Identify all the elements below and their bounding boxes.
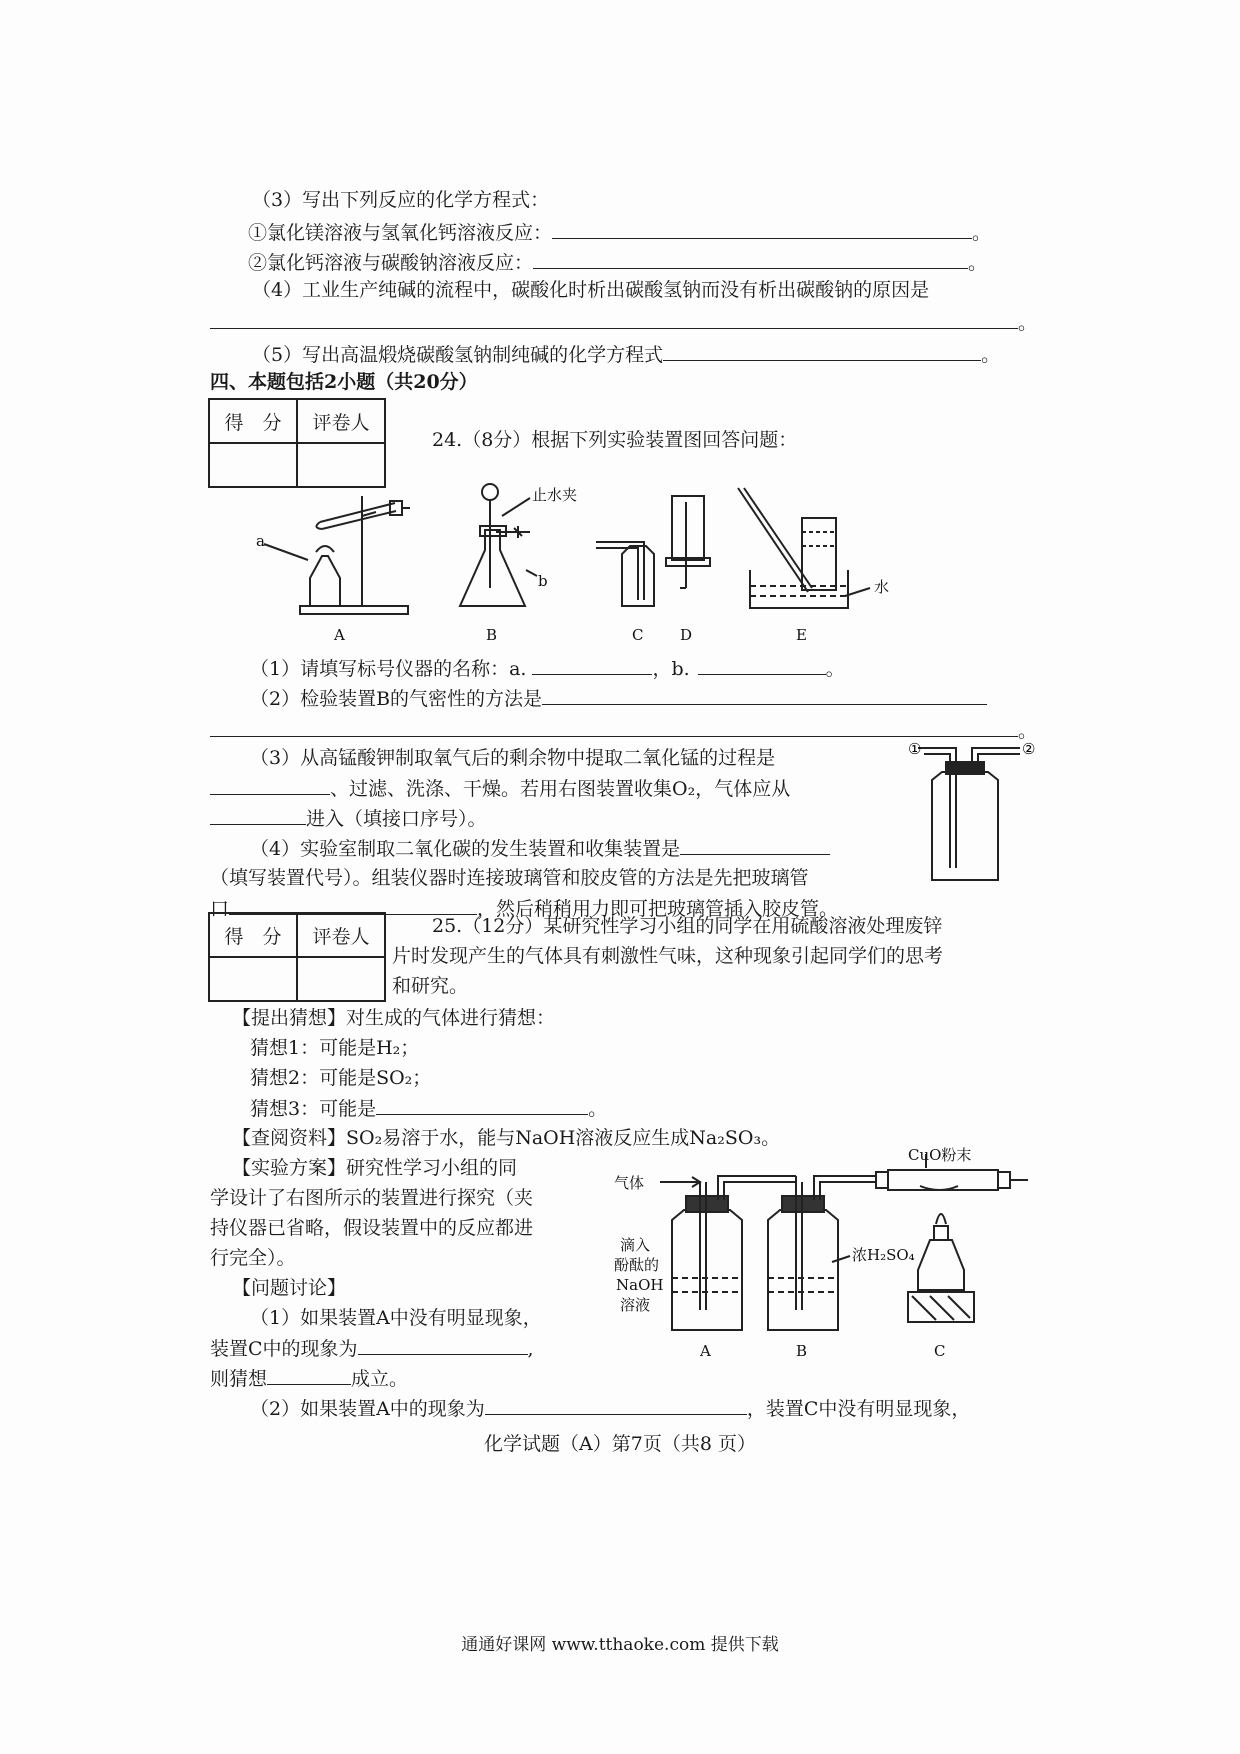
q23-part3b-text: ②氯化钙溶液与碳酸钠溶液反应： (248, 252, 534, 274)
label-C: C (934, 1342, 946, 1360)
label-B: B (486, 626, 498, 644)
q24-part1: （1）请填写标号仪器的名称：a. ，b. 。 (250, 658, 845, 680)
label-drop-3: NaOH (616, 1276, 664, 1294)
q23-part3: （3）写出下列反应的化学方程式： (252, 189, 550, 211)
q25-guess-2: 猜想2：可能是SO₂； (250, 1067, 432, 1089)
q24-title: 24.（8分）根据下列实验装置图回答问题： (432, 429, 798, 451)
label-drop-4: 溶液 (620, 1296, 651, 1314)
label-water: 水 (874, 578, 890, 596)
q23-part5: （5）写出高温煅烧碳酸氢钠制纯碱的化学方程式 。 (252, 344, 1001, 366)
q24-part2: （2）检验装置B的气密性的方法是 (250, 686, 987, 711)
answer-blank[interactable] (533, 250, 968, 269)
label-drop-2: 酚酞的 (614, 1256, 660, 1274)
answer-blank[interactable] (376, 1096, 588, 1115)
answer-blank[interactable] (552, 220, 972, 239)
answer-blank[interactable] (358, 1336, 528, 1355)
score-table (208, 398, 386, 488)
answer-blank[interactable] (210, 806, 306, 825)
q25-guess-3: 猜想3：可能是 。 (250, 1098, 608, 1120)
q24-part3: （3）从高锰酸钾制取氧气后的剩余物中提取二氧化锰的过程是 (250, 747, 776, 769)
label-stopcock: 止水夹 (532, 486, 578, 504)
answer-blank[interactable] (663, 342, 981, 361)
label-D: D (680, 626, 693, 644)
answer-blank-b[interactable] (698, 656, 826, 675)
port-2: ② (1022, 740, 1036, 758)
q24-part4-c: 口 ，然后稍稍用力即可把玻璃管插入胶皮管。 (210, 898, 839, 920)
q25-discuss-1b: 装置C中的现象为 , (210, 1338, 534, 1360)
q25-apparatus-figure (600, 1146, 1030, 1375)
label-drop-1: 滴入 (620, 1236, 651, 1254)
q23-part4: （4）工业生产纯碱的流程中，碳酸化时析出碳酸氢钠而没有析出碳酸钠的原因是 (252, 279, 930, 301)
answer-blank[interactable] (680, 836, 830, 855)
grader-header: 评卷人 (297, 913, 385, 957)
score-header: 得 分 (209, 913, 297, 957)
answer-blank[interactable] (485, 1396, 747, 1415)
q25-discuss-heading: 【问题讨论】 (232, 1277, 347, 1299)
label-b: b (538, 572, 548, 590)
q23-part5-text: （5）写出高温煅烧碳酸氢钠制纯碱的化学方程式 (252, 344, 664, 366)
q24-collection-bottle-figure (910, 740, 1040, 890)
q25-plan-4: 行完全）。 (210, 1247, 296, 1269)
port-1: ① (908, 740, 922, 758)
q23-part3a-text: ①氯化镁溶液与氢氧化钙溶液反应： (248, 222, 553, 244)
label-acid: 浓H₂SO₄ (852, 1246, 915, 1264)
answer-blank[interactable] (210, 718, 1018, 737)
grader-cell[interactable] (297, 957, 385, 1001)
score-cell[interactable] (209, 957, 297, 1001)
grader-header: 评卷人 (297, 399, 385, 443)
q23-part3b: ②氯化钙溶液与碳酸钠溶液反应： 。 (248, 252, 988, 274)
label-C: C (632, 626, 644, 644)
q25-plan-3: 持仪器已省略，假设装置中的反应都进 (210, 1217, 534, 1239)
stand-base (300, 606, 408, 614)
alcohol-lamp (310, 556, 340, 606)
watermark: 通通好课网 www.tthaoke.com 提供下载 (461, 1635, 779, 1655)
label-B: B (796, 1342, 808, 1360)
q24-part3-c: 进入（填接口序号）。 (210, 806, 487, 831)
answer-blank[interactable] (210, 310, 1018, 329)
q25-guess-1: 猜想1：可能是H₂； (250, 1037, 420, 1059)
q25-guess-heading: 【提出猜想】对生成的气体进行猜想： (232, 1007, 556, 1029)
q24-part2-line: 。 (210, 718, 1037, 743)
q25-discuss-1c: 则猜想 成立。 (210, 1368, 409, 1390)
q24-apparatus-figure (250, 488, 1050, 648)
q25-discuss-1a: （1）如果装置A中没有明显现象， (250, 1307, 542, 1329)
score-header: 得 分 (209, 399, 297, 443)
label-A: A (700, 1342, 711, 1360)
q24-part4: （4）实验室制取二氧化碳的发生装置和收集装置是 (250, 836, 830, 861)
q24-part4-b: （填写装置代号）。组装仪器时连接玻璃管和胶皮管的方法是先把玻璃管 (210, 867, 809, 889)
q25-plan-1: 【实验方案】研究性学习小组的同 (232, 1157, 518, 1179)
label-A: A (334, 626, 345, 644)
q23-part4-line: 。 (210, 310, 1037, 335)
q25-discuss-2: （2）如果装置A中的现象为 ，装置C中没有明显现象， (250, 1398, 971, 1420)
q23-part3a: ①氯化镁溶液与氢氧化钙溶液反应： 。 (248, 222, 992, 244)
answer-blank[interactable] (542, 686, 987, 705)
q25-plan-2: 学设计了右图所示的装置进行探究（夹 (210, 1187, 534, 1209)
q24-part3-b: 、过滤、洗涤、干燥。若用右图装置收集O₂，气体应从 (210, 776, 790, 801)
q25-title-line1: 25.（12分）某研究性学习小组的同学在用硫酸溶液处理废锌 (432, 915, 943, 937)
score-cell[interactable] (209, 443, 297, 487)
q25-info: 【查阅资料】SO₂易溶于水，能与NaOH溶液反应生成Na₂SO₃。 (232, 1127, 781, 1149)
answer-blank[interactable] (267, 1366, 351, 1385)
answer-blank[interactable] (210, 776, 330, 795)
label-a: a (256, 532, 265, 550)
label-gas: 气体 (614, 1174, 645, 1192)
score-table (208, 912, 386, 1002)
grader-cell[interactable] (297, 443, 385, 487)
label-E: E (796, 626, 807, 644)
q25-title-line2: 片时发现产生的气体具有刺激性气味，这种现象引起同学们的思考 (392, 945, 944, 967)
answer-blank-a[interactable] (532, 656, 652, 675)
label-cuo: CuO粉末 (908, 1146, 972, 1164)
page-footer: 化学试题（A）第7页（共8 页） (484, 1433, 756, 1455)
section-heading: 四、本题包括2小题（共20分） (210, 371, 478, 393)
q25-title-line3: 和研究。 (392, 975, 469, 997)
